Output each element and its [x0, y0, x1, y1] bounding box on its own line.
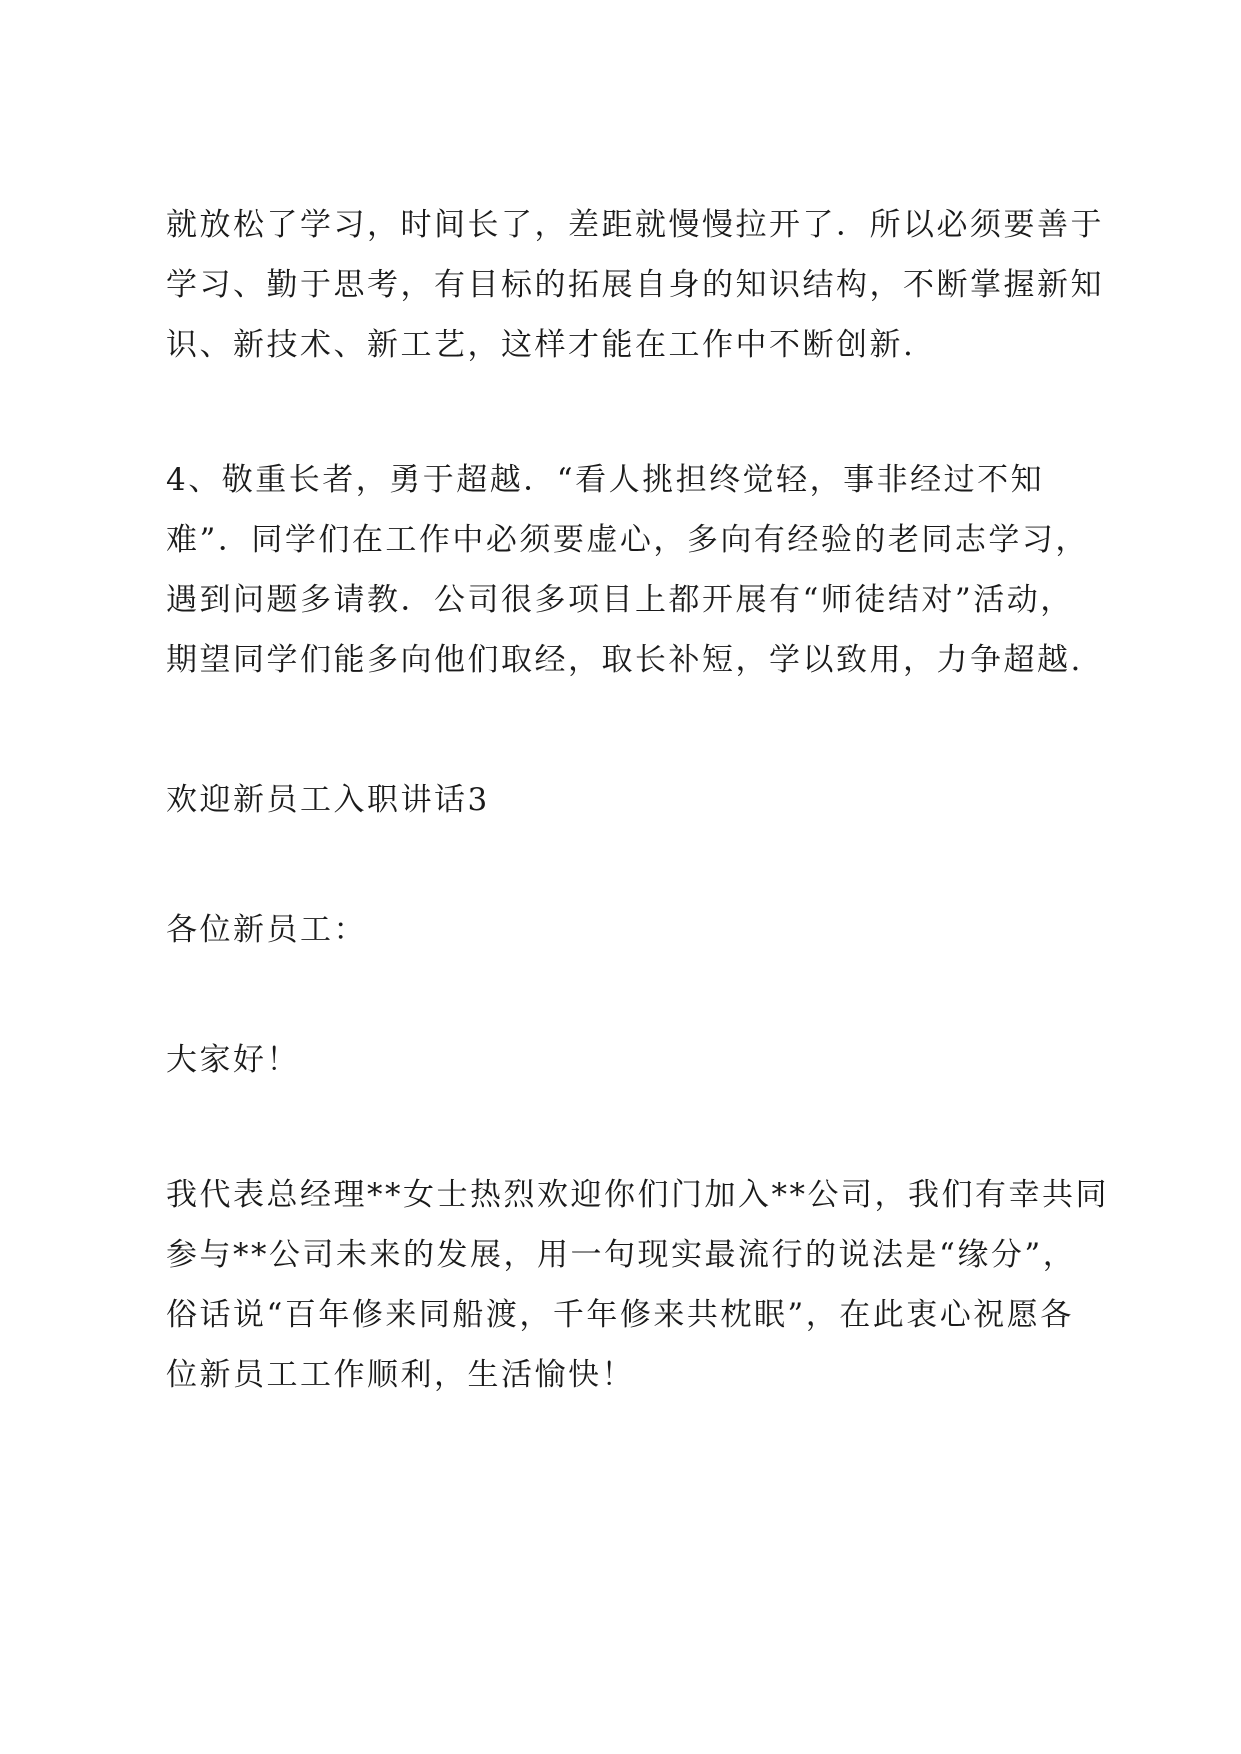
greeting: 大家好！ [166, 1042, 300, 1078]
paragraph-3-line-4: 位新员工工作顺利，生活愉快！ [166, 1357, 635, 1393]
paragraph-2-line-2: 难”．同学们在工作中必须要虚心，多向有经验的老同志学习， [166, 522, 1089, 558]
paragraph-1-line-1: 就放松了学习，时间长了，差距就慢慢拉开了．所以必须要善于 [166, 207, 1104, 243]
paragraph-2-line-4: 期望同学们能多向他们取经，取长补短，学以致用，力争超越. [166, 642, 1083, 678]
paragraph-2-line-3: 遇到问题多请教．公司很多项目上都开展有“师徒结对”活动， [166, 582, 1074, 618]
paragraph-1-line-2: 学习、勤于思考，有目标的拓展自身的知识结构，不断掌握新知 [166, 267, 1104, 303]
salutation: 各位新员工： [166, 912, 367, 948]
paragraph-2-line-1: 4、敬重长者，勇于超越．“看人挑担终觉轻，事非经过不知 [166, 462, 1045, 498]
paragraph-3-line-1: 我代表总经理**女士热烈欢迎你们门加入**公司，我们有幸共同 [166, 1177, 1109, 1213]
section-title: 欢迎新员工入职讲话3 [166, 782, 490, 818]
paragraph-1-line-3: 识、新技术、新工艺，这样才能在工作中不断创新. [166, 327, 916, 363]
paragraph-3-line-2: 参与**公司未来的发展，用一句现实最流行的说法是“缘分”， [166, 1237, 1077, 1273]
paragraph-3-line-3: 俗话说“百年修来同船渡，千年修来共枕眠”，在此衷心祝愿各 [166, 1297, 1074, 1333]
